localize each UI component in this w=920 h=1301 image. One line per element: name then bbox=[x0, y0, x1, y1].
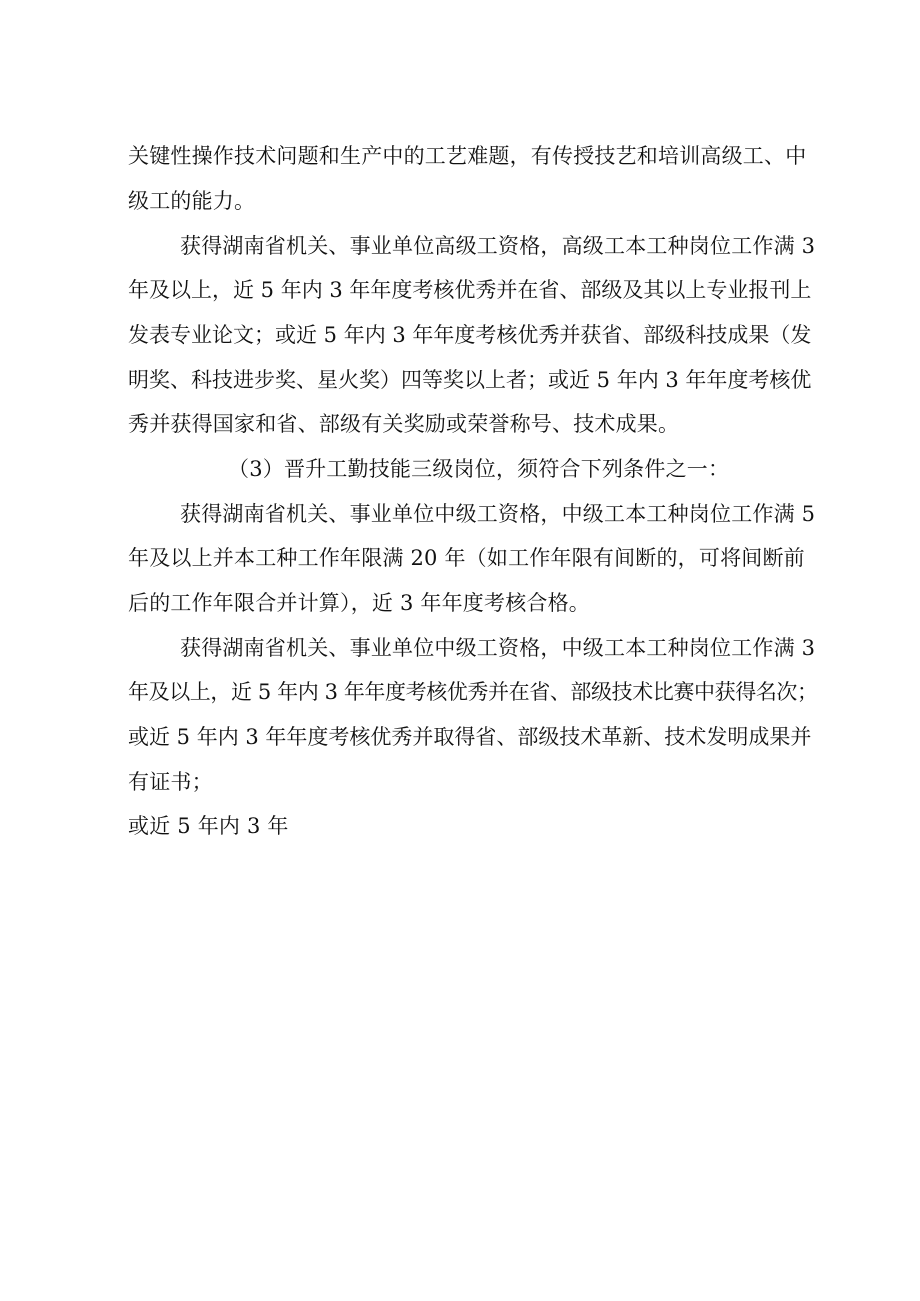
paragraph-line: 级工的能力。 bbox=[128, 189, 256, 213]
paragraph-line: 有证书； bbox=[128, 770, 213, 794]
paragraph-line: 关键性操作技术问题和生产中的工艺难题，有传授技艺和培训高级工、中 bbox=[128, 144, 807, 168]
paragraph-line: 年及以上，近 5 年内 3 年年度考核优秀并在省、部级技术比赛中获得名次； bbox=[128, 680, 818, 704]
paragraph-line: 后的工作年限合并计算），近 3 年年度考核合格。 bbox=[128, 591, 591, 615]
paragraph-line: 或近 5 年内 3 年年度考核优秀并取得省、部级技术革新、技术发明成果并 bbox=[128, 725, 812, 749]
paragraph-line: 明奖、科技进步奖、星火奖）四等奖以上者；或近 5 年内 3 年年度考核优 bbox=[128, 368, 812, 392]
paragraph-line: 年及以上并本工种工作年限满 20 年（如工作年限有间断的，可将间断前 bbox=[128, 546, 805, 570]
paragraph-line: 获得湖南省机关、事业单位高级工资格，高级工本工种岗位工作满 3 bbox=[180, 234, 816, 258]
paragraph-line: 获得湖南省机关、事业单位中级工资格，中级工本工种岗位工作满 3 bbox=[180, 636, 816, 660]
paragraph-line: 或近 5 年内 3 年 bbox=[128, 814, 289, 838]
paragraph-line: 年及以上，近 5 年内 3 年年度考核优秀并在省、部级及其以上专业报刊上 bbox=[128, 278, 812, 302]
paragraph-line: 发表专业论文；或近 5 年内 3 年年度考核优秀并获省、部级科技成果（发 bbox=[128, 323, 812, 347]
paragraph-line: 秀并获得国家和省、部级有关奖励或荣誉称号、技术成果。 bbox=[128, 412, 680, 436]
section-heading: （3）晋升工勤技能三级岗位，须符合下列条件之一： bbox=[228, 457, 730, 481]
paragraph-line: 获得湖南省机关、事业单位中级工资格，中级工本工种岗位工作满 5 bbox=[180, 502, 816, 526]
